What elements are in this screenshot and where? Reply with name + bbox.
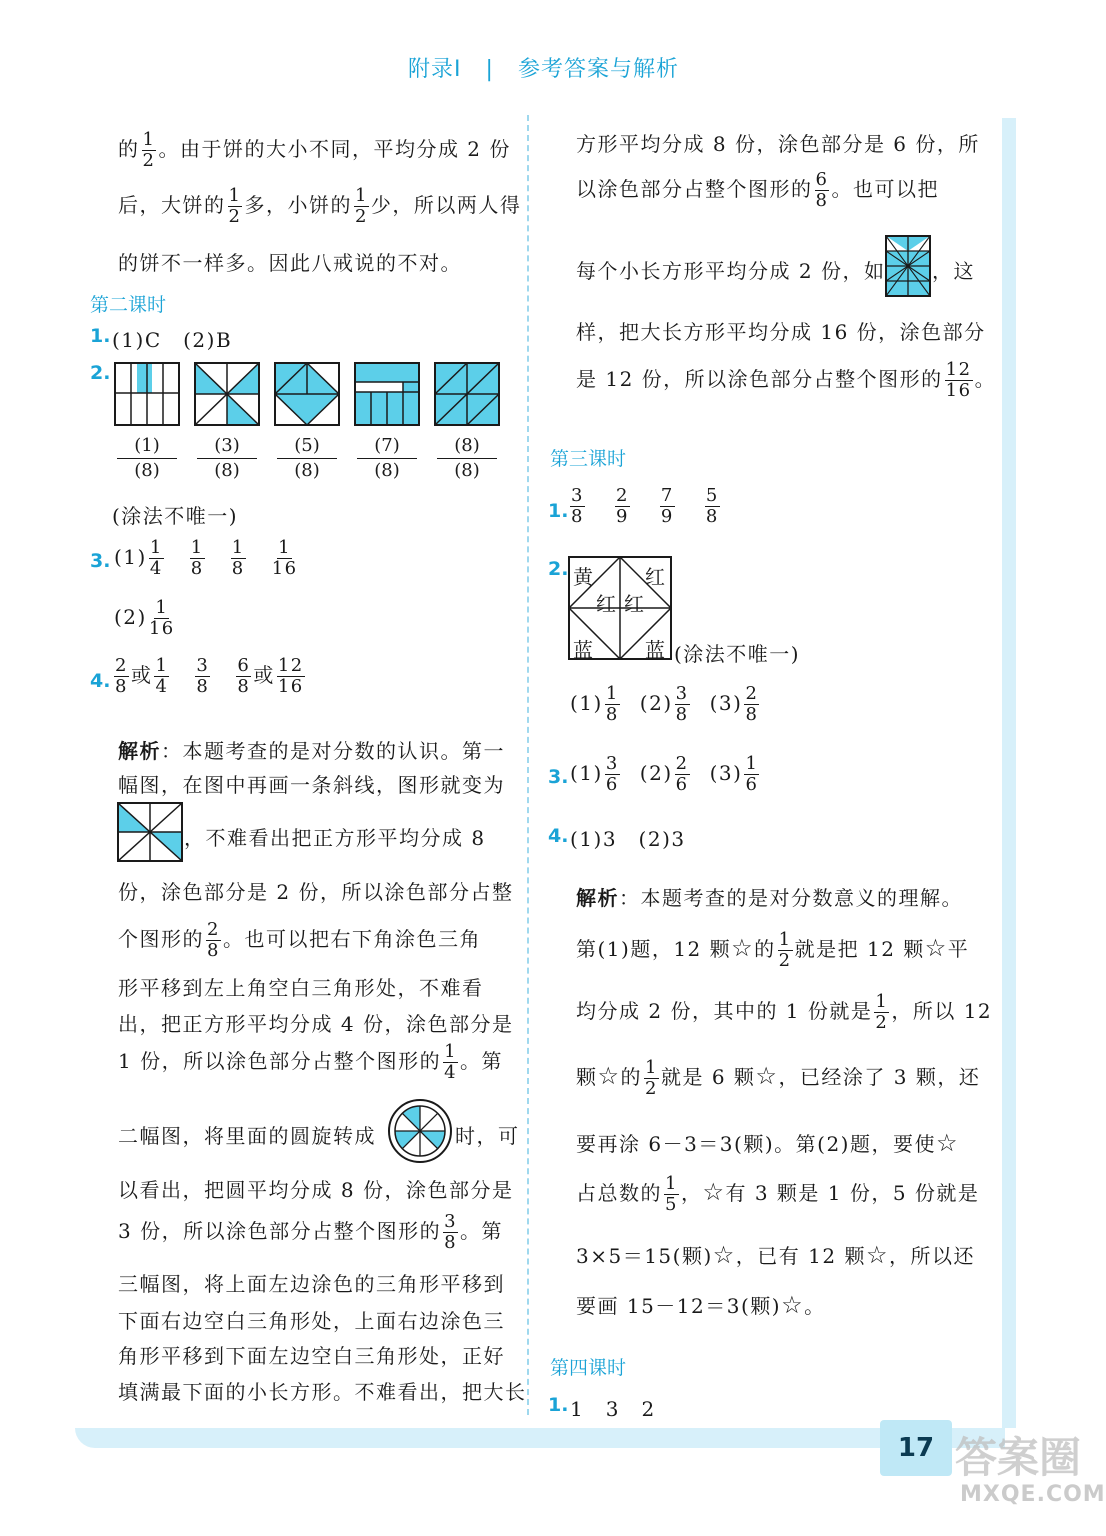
analysis-right-7: 3×5＝15(颗)☆，已有 12 颗☆，所以还 bbox=[576, 1241, 975, 1269]
analysis-left-14: 角形平移到下面左边空白三角形处，正好 bbox=[118, 1344, 505, 1368]
fraction: $\frac{1}{4}$ bbox=[149, 537, 163, 579]
fraction: $\frac{1}{4}$ bbox=[444, 1041, 458, 1083]
q2-figure-1 bbox=[115, 363, 179, 425]
q2-fraction-3: (5) (8) bbox=[277, 434, 337, 483]
left-line-3: 的饼不一样多。因此八戒说的不对。 bbox=[118, 251, 462, 275]
color-label-br: 蓝 bbox=[645, 638, 667, 662]
color-label-mr: 红 bbox=[624, 592, 646, 616]
fraction: $\frac{1}{4}$ bbox=[155, 655, 169, 697]
analysis-left-2: 幅图，在图中再画一条斜线，图形就变为 bbox=[118, 773, 505, 797]
analysis-right-8: 要画 15－12＝3(颗)☆。 bbox=[576, 1291, 826, 1319]
q3-number: 3. bbox=[90, 550, 111, 572]
fraction: $\frac{3}{8}$ bbox=[196, 655, 210, 697]
s2-note: (涂法不唯一) bbox=[674, 642, 801, 666]
q3-part1: (1) $\frac{1}{4}$ $\frac{1}{8}$ $\frac{1}{8}$ $\frac{1}{16}$ bbox=[114, 537, 298, 579]
q2-fraction-2: (3) (8) bbox=[197, 434, 257, 483]
t1-answer: 1 3 2 bbox=[570, 1397, 656, 1421]
fraction: $\frac{1}{2}$ bbox=[778, 929, 792, 971]
analysis-left-4: 份，涂色部分是 2 份，所以涂色部分占整 bbox=[118, 880, 514, 904]
fraction: $\frac{6}{8}$ bbox=[237, 655, 251, 697]
right-line-1: 方形平均分成 8 份，涂色部分是 6 份，所 bbox=[576, 132, 980, 156]
analysis-right-2: 第(1)题，12 颗☆的 $\frac{1}{2}$ 就是把 12 颗☆平 bbox=[576, 929, 970, 971]
analysis-right-3: 均分成 2 份，其中的 1 份就是 $\frac{1}{2}$ ，所以 12 bbox=[576, 991, 993, 1033]
s2-answers: (1) $\frac{1}{8}$ (2) $\frac{3}{8}$ (3) $\frac{2}{8}$ bbox=[570, 683, 759, 725]
circle-figure bbox=[387, 1098, 453, 1164]
s3-answers: (1) $\frac{3}{6}$ (2) $\frac{2}{6}$ (3) $\frac{1}{6}$ bbox=[570, 753, 759, 795]
color-label-ml: 红 bbox=[596, 592, 618, 616]
q2-figures bbox=[115, 362, 515, 430]
fraction: $\frac{1}{16}$ bbox=[271, 537, 298, 579]
q2-note: (涂法不唯一) bbox=[112, 504, 239, 528]
star-icon: ☆ bbox=[755, 1062, 779, 1090]
q4-answer: $\frac{2}{8}$ 或 $\frac{1}{4}$ $\frac{3}{8}$ $\frac{6}{8}$ 或 $\frac{12}{16}$ bbox=[115, 655, 304, 697]
page-number: 17 bbox=[880, 1420, 952, 1476]
star-icon: ☆ bbox=[924, 934, 948, 962]
q2-figure-2 bbox=[195, 363, 259, 425]
star-icon: ☆ bbox=[702, 1178, 726, 1206]
fraction: $\frac{1}{16}$ bbox=[148, 597, 175, 639]
bottom-edge-strip bbox=[75, 1428, 1005, 1448]
fraction: $\frac{12}{16}$ bbox=[945, 359, 972, 401]
q1-number: 1. bbox=[90, 325, 111, 347]
appendix-label: 附录Ⅰ bbox=[408, 57, 462, 82]
star-icon: ☆ bbox=[781, 1291, 805, 1319]
fraction: $\frac{3}{8}$ bbox=[444, 1211, 458, 1253]
fraction: $\frac{3}{8}$ bbox=[571, 485, 584, 527]
right-line-2: 以涂色部分占整个图形的 $\frac{6}{8}$ 。也可以把 bbox=[576, 169, 939, 211]
star-icon: ☆ bbox=[865, 1241, 889, 1269]
fraction: $\frac{1}{2}$ bbox=[354, 185, 368, 227]
fraction: $\frac{2}{6}$ bbox=[675, 753, 689, 795]
fraction: $\frac{1}{8}$ bbox=[605, 683, 619, 725]
fraction: $\frac{6}{8}$ bbox=[815, 169, 829, 211]
q1-answer: (1)C (2)B bbox=[112, 328, 233, 352]
watermark-url: MXQE.COM bbox=[960, 1482, 1106, 1507]
section-title-lesson-3: 第三课时 bbox=[550, 448, 627, 470]
analysis-left-12: 三幅图，将上面左边涂色的三角形平移到 bbox=[118, 1272, 505, 1296]
q2-figure-3 bbox=[275, 363, 339, 425]
q4-number: 4. bbox=[90, 670, 111, 692]
fraction: $\frac{3}{8}$ bbox=[675, 683, 689, 725]
right-line-3b: ，这 bbox=[932, 259, 975, 283]
fraction: $\frac{7}{9}$ bbox=[660, 485, 674, 527]
star-icon: ☆ bbox=[935, 1129, 959, 1157]
analysis-left-6: 形平移到左上角空白三角形处，不难看 bbox=[118, 976, 484, 1000]
s4-number: 4. bbox=[548, 825, 569, 847]
analysis-left-1: 解析：本题考查的是对分数的认识。第一 bbox=[118, 739, 505, 763]
fraction: $\frac{1}{2}$ bbox=[228, 185, 242, 227]
fraction: $\frac{1}{2}$ bbox=[645, 1057, 658, 1099]
q2-fraction-5: (8) (8) bbox=[437, 434, 497, 483]
t1-number: 1. bbox=[548, 1394, 569, 1416]
page-header: 附录Ⅰ | 参考答案与解析 bbox=[408, 57, 679, 82]
left-line-2: 后，大饼的 $\frac{1}{2}$ 多，小饼的 $\frac{1}{2}$ 少，所以两人得 bbox=[118, 185, 522, 227]
left-line-1: 的 $\frac{1}{2}$ 。由于饼的大小不同，平均分成 2 份 bbox=[118, 129, 511, 171]
analysis-square-figure bbox=[118, 803, 182, 861]
fraction: $\frac{1}{8}$ bbox=[190, 537, 204, 579]
fraction: $\frac{2}{8}$ bbox=[207, 919, 220, 961]
analysis-left-15: 填满最下面的小长方形。不难看出，把大长 bbox=[118, 1380, 527, 1404]
fraction: $\frac{1}{2}$ bbox=[875, 991, 889, 1033]
color-label-tr: 红 bbox=[645, 565, 667, 589]
s3-number: 3. bbox=[548, 766, 569, 788]
right-line-4: 样，把大长方形平均分成 16 份，涂色部分 bbox=[576, 320, 986, 344]
color-label-bl: 蓝 bbox=[573, 638, 595, 662]
fraction: $\frac{12}{16}$ bbox=[277, 655, 304, 697]
analysis-right-1: 解析：本题考查的是对分数意义的理解。 bbox=[576, 886, 963, 910]
analysis-right-5: 要再涂 6－3＝3(颗)。第(2)题，要使☆ bbox=[576, 1129, 959, 1157]
analysis-left-5: 个图形的 $\frac{2}{8}$ 。也可以把右下角涂色三角 bbox=[118, 919, 481, 961]
analysis-left-8: 1 份，所以涂色部分占整个图形的 $\frac{1}{4}$ 。第 bbox=[118, 1041, 504, 1083]
column-divider bbox=[527, 115, 529, 1415]
color-label-tl: 黄 bbox=[573, 565, 595, 589]
q3-part2: (2) $\frac{1}{16}$ bbox=[114, 597, 175, 639]
analysis-left-9a: 二幅图，将里面的圆旋转成 bbox=[118, 1124, 376, 1148]
s2-number: 2. bbox=[548, 558, 569, 580]
right-line-5: 是 12 份，所以涂色部分占整个图形的 $\frac{12}{16}$ 。 bbox=[576, 359, 997, 401]
s1-answer bbox=[568, 486, 722, 527]
fraction: $\frac{1}{6}$ bbox=[745, 753, 759, 795]
fraction: $\frac{2}{9}$ bbox=[615, 485, 629, 527]
analysis-left-3: ，不难看出把正方形平均分成 8 bbox=[184, 826, 486, 850]
fraction: $\frac{2}{8}$ bbox=[115, 655, 128, 697]
fraction: $\frac{1}{2}$ bbox=[142, 129, 156, 171]
fraction: $\frac{1}{5}$ bbox=[665, 1173, 678, 1215]
q2-figure-5 bbox=[435, 363, 499, 425]
star-icon: ☆ bbox=[712, 1241, 736, 1269]
q2-number: 2. bbox=[90, 362, 111, 384]
analysis-left-13: 下面右边空白三角形处，上面右边涂色三 bbox=[118, 1309, 505, 1333]
analysis-left-9b: 时，可 bbox=[455, 1124, 520, 1148]
q2-fraction-1: (1) (8) bbox=[117, 434, 177, 483]
q2-figure-4 bbox=[355, 363, 419, 425]
right-line-3a: 每个小长方形平均分成 2 份，如 bbox=[576, 259, 886, 283]
right-edge-strip bbox=[1002, 118, 1016, 1428]
fraction: $\frac{1}{8}$ bbox=[231, 537, 245, 579]
star-icon: ☆ bbox=[731, 934, 755, 962]
analysis-right-4: 颗☆的 $\frac{1}{2}$ 就是 6 颗☆，已经涂了 3 颗，还 bbox=[576, 1057, 981, 1099]
rectangle-16-figure bbox=[886, 236, 930, 296]
fraction: $\frac{2}{8}$ bbox=[745, 683, 759, 725]
star-icon: ☆ bbox=[597, 1062, 621, 1090]
fraction: $\frac{5}{8}$ bbox=[705, 485, 719, 527]
watermark-text: 答案圈 bbox=[955, 1433, 1082, 1482]
analysis-left-10: 以看出，把圆平均分成 8 份，涂色部分是 bbox=[118, 1178, 514, 1202]
fraction: $\frac{3}{6}$ bbox=[605, 753, 619, 795]
analysis-left-7: 出，把正方形平均分成 4 份，涂色部分是 bbox=[118, 1012, 514, 1036]
q2-fraction-4: (7) (8) bbox=[357, 434, 417, 483]
analysis-right-6: 占总数的 $\frac{1}{5}$ ，☆有 3 颗是 1 份，5 份就是 bbox=[576, 1173, 980, 1215]
header-title: 参考答案与解析 bbox=[517, 57, 679, 82]
s1-number: 1. bbox=[548, 500, 569, 522]
section-title-lesson-4: 第四课时 bbox=[550, 1357, 627, 1379]
section-title-lesson-2: 第二课时 bbox=[90, 294, 167, 316]
s4-answer: (1)3 (2)3 bbox=[570, 827, 686, 851]
analysis-left-11: 3 份，所以涂色部分占整个图形的 $\frac{3}{8}$ 。第 bbox=[118, 1211, 504, 1253]
